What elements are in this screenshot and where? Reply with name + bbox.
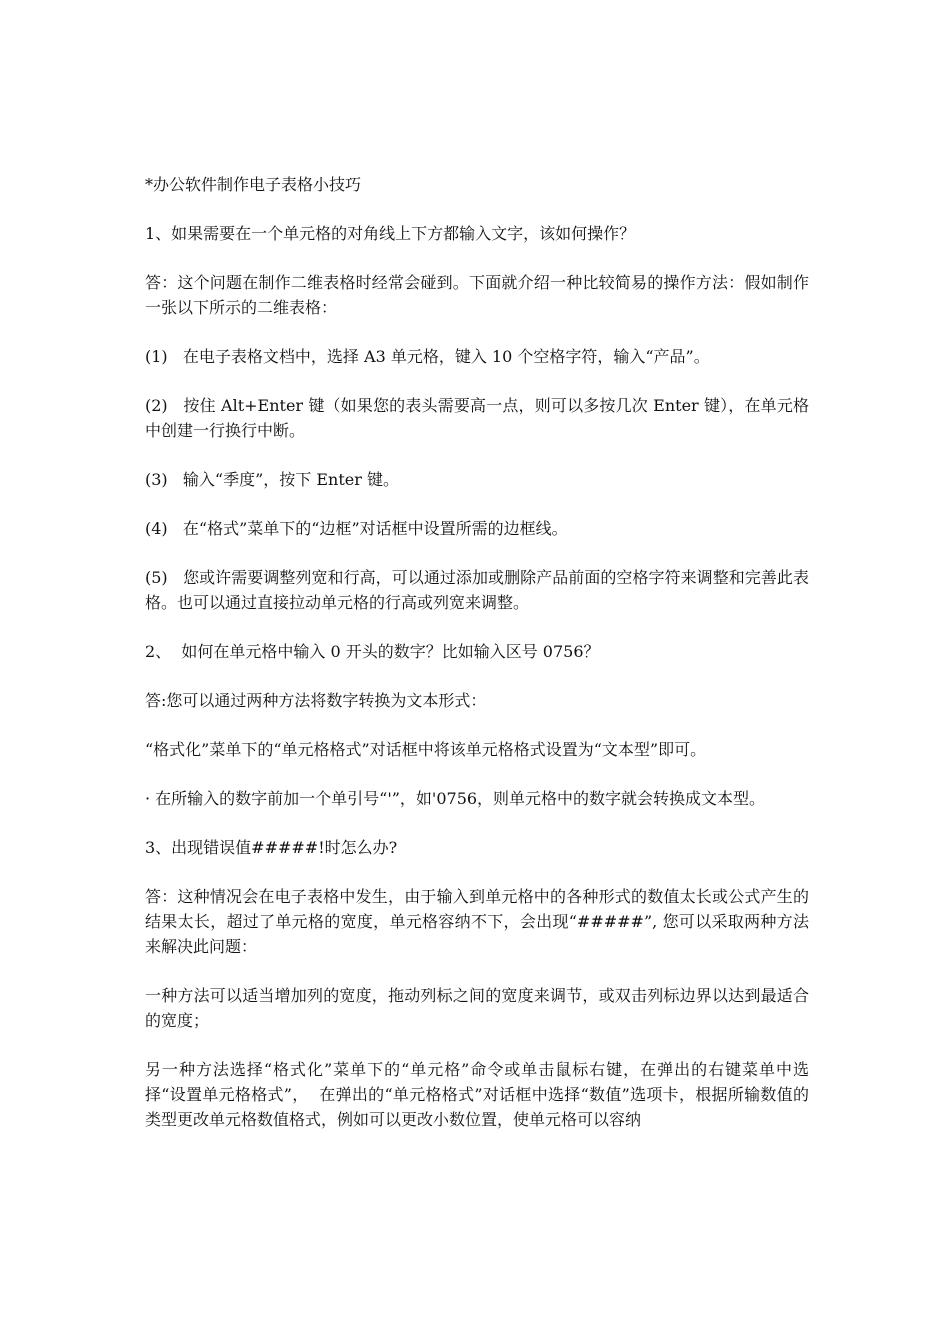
step-2: (2) 按住 Alt+Enter 键（如果您的表头需要高一点，则可以多按几次 Enter 键），在单元格中创建一行换行中断。 <box>145 396 809 440</box>
step-5: (5) 您或许需要调整列宽和行高，可以通过添加或删除产品前面的空格字符来调整和完善此表格。也可以通过直接拉动单元格的行高或列宽来调整。 <box>145 568 809 612</box>
answer-3-method-2: 另一种方法选择“格式化”菜单下的“单元格”命令或单击鼠标右键，在弹出的右键菜单中选择“设置单元格格式”， 在弹出的“单元格格式”对话框中选择“数值”选项卡，根据所输数值的类型更改单元格数值格式，例如可以更改小数位置，使单元格可以容纳 <box>145 1060 809 1129</box>
question-3: 3、出现错误值#####!时怎么办? <box>145 838 398 857</box>
step-4: (4) 在“格式”菜单下的“边框”对话框中设置所需的边框线。 <box>145 519 568 538</box>
question-2: 2、 如何在单元格中输入 0 开头的数字？比如输入区号 0756？ <box>145 642 600 661</box>
answer-2-method-1: “格式化”菜单下的“单元格格式”对话框中将该单元格格式设置为“文本型”即可。 <box>145 740 707 759</box>
document-title: *办公软件制作电子表格小技巧 <box>145 175 362 194</box>
answer-1-intro: 答：这个问题在制作二维表格时经常会碰到。下面就介绍一种比较简易的操作方法：假如制作一张以下所示的二维表格： <box>145 273 809 317</box>
answer-2-method-2: · 在所输入的数字前加一个单引号“'”，如'0756，则单元格中的数字就会转换成文本型。 <box>145 789 766 808</box>
document-body <box>145 172 809 1156</box>
answer-3-method-1: 一种方法可以适当增加列的宽度，拖动列标之间的宽度来调节，或双击列标边界以达到最适合的宽度； <box>145 986 809 1030</box>
step-1: (1) 在电子表格文档中，选择 A3 单元格，键入 10 个空格字符，输入“产品”。 <box>145 347 710 366</box>
answer-2-intro: 答:您可以通过两种方法将数字转换为文本形式： <box>145 691 487 710</box>
question-1: 1、如果需要在一个单元格的对角线上下方都输入文字，该如何操作？ <box>145 224 636 243</box>
answer-3-intro: 答：这种情况会在电子表格中发生，由于输入到单元格中的各种形式的数值太长或公式产生的结果太长，超过了单元格的宽度，单元格容纳不下，会出现“#####”, 您可以采取两种方法来解决此问题： <box>145 887 809 956</box>
step-3: (3) 输入“季度”，按下 Enter 键。 <box>145 470 399 489</box>
